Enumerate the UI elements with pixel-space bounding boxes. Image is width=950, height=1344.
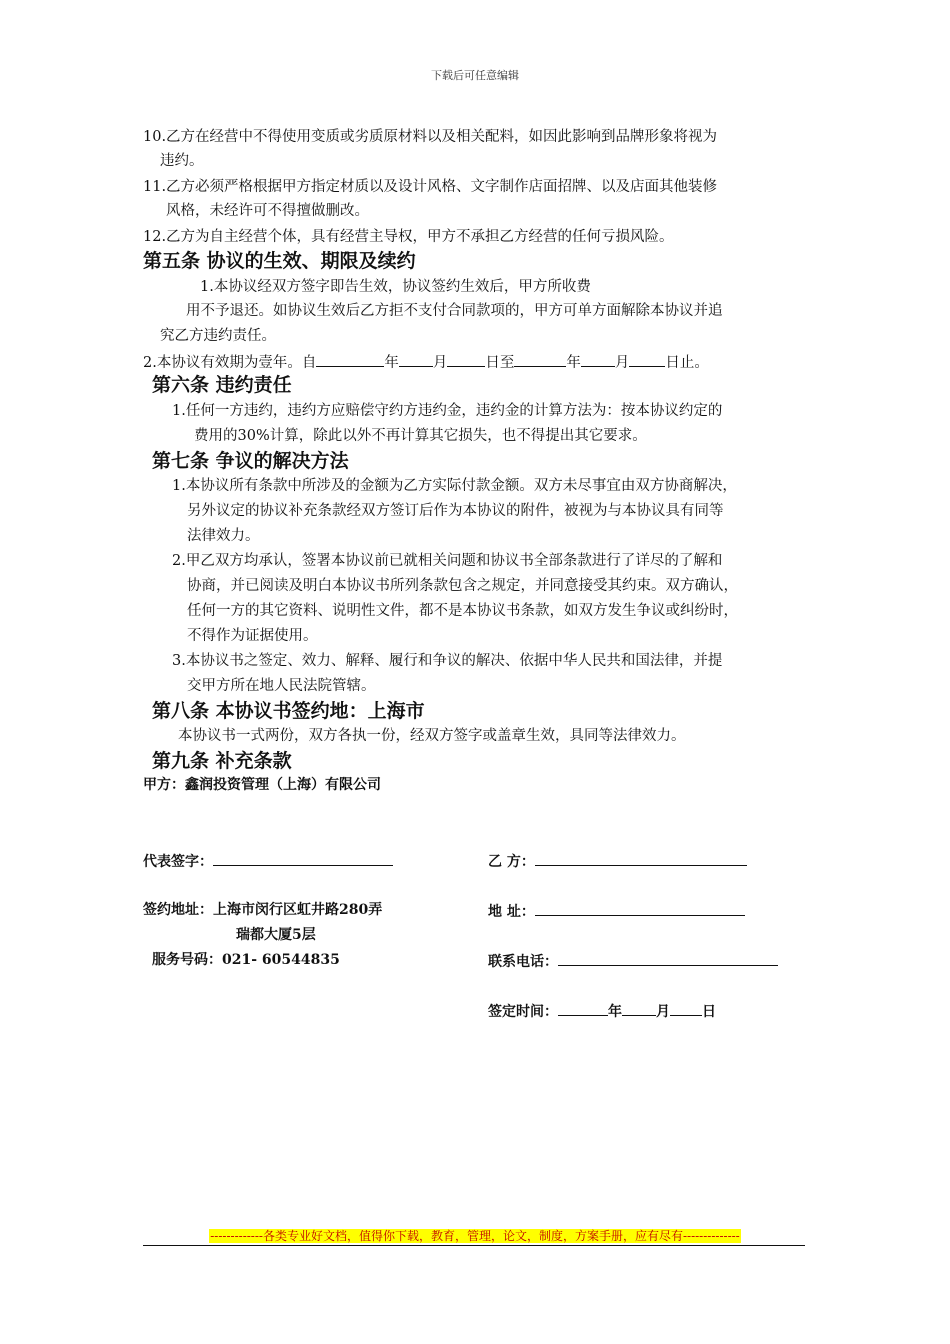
article-8-title: 第八条 本协议书签约地：上海市 xyxy=(152,700,425,722)
article-6-p1-line2: 费用的30%计算，除此以外不再计算其它损失，也不得提出其它要求。 xyxy=(194,428,647,444)
party-b-address-row xyxy=(488,900,745,922)
sign-date-row xyxy=(488,1000,716,1022)
article-7-p2-line2: 协商，并已阅读及明白本协议书所列条款包含之规定，并同意接受其约束。双方确认， xyxy=(187,578,738,594)
article-6-title: 第六条 违约责任 xyxy=(152,374,292,396)
clause-10-line1: 10.乙方在经营中不得使用变质或劣质原材料以及相关配料，如因此影响到品牌形象将视为 xyxy=(143,129,718,145)
blank-end-day xyxy=(629,351,665,367)
party-b-row xyxy=(488,850,747,872)
article-5-p1-line3: 究乙方违约责任。 xyxy=(160,328,276,344)
address-line1: 上海市闵行区虹井路280弄 xyxy=(213,902,383,918)
end-label: 日止。 xyxy=(665,355,709,371)
blank-end-year xyxy=(514,351,566,367)
article-7-p1-line1: 1.本协议所有条款中所涉及的金额为乙方实际付款金额。双方未尽事宜由双方协商解决， xyxy=(172,478,737,494)
date-year-blank xyxy=(558,1000,608,1016)
phone-blank xyxy=(558,950,778,966)
clause-11-line2: 风格，未经许可不得擅做删改。 xyxy=(166,203,369,219)
date-month-label: 月 xyxy=(656,1004,670,1020)
phone-label: 联系电话： xyxy=(488,954,558,970)
page-header: 下载后可任意编辑 xyxy=(431,69,519,82)
clause-11-line1: 11.乙方必须严格根据甲方指定材质以及设计风格、文字制作店面招牌、以及店面其他装修 xyxy=(143,179,718,195)
party-b-blank xyxy=(535,850,747,866)
rep-sign-label: 代表签字： xyxy=(143,854,213,870)
article-7-p1-line2: 另外议定的协议补充条款经双方签订后作为本协议的附件，被视为与本协议具有同等 xyxy=(187,503,724,519)
blank-start-month xyxy=(399,351,433,367)
date-month-blank xyxy=(622,1000,656,1016)
party-a-rep-row xyxy=(143,850,393,872)
service-label: 服务号码： xyxy=(152,952,222,968)
address-line2: 瑞都大厦5层 xyxy=(236,927,316,943)
footer-rule xyxy=(143,1245,805,1246)
rep-sign-blank xyxy=(213,850,393,866)
article-5-p2 xyxy=(143,351,709,373)
article-7-p2-line1: 2.甲乙双方均承认，签署本协议前已就相关问题和协议书全部条款进行了详尽的了解和 xyxy=(172,553,723,569)
blank-start-day xyxy=(447,351,485,367)
party-a-name: 甲方：鑫润投资管理（上海）有限公司 xyxy=(143,777,381,793)
address-label: 签约地址： xyxy=(143,902,213,918)
party-b-phone-row xyxy=(488,950,778,972)
month-label: 月 xyxy=(432,355,448,371)
clause-12: 12.乙方为自主经营个体，具有经营主导权，甲方不承担乙方经营的任何亏损风险。 xyxy=(143,229,674,245)
blank-end-month xyxy=(581,351,615,367)
article-5-title: 第五条 协议的生效、期限及续约 xyxy=(143,250,416,272)
article-7-p3-line1: 3.本协议书之签定、效力、解释、履行和争议的解决、依据中华人民共和国法律，并提 xyxy=(172,653,723,669)
article-5-p2-prefix: 2.本协议有效期为壹年。自 xyxy=(143,355,317,371)
article-5-p1-line1: 1.本协议经双方签字即告生效，协议签约生效后，甲方所收费 xyxy=(200,279,591,295)
month2-label: 月 xyxy=(614,355,630,371)
party-a-service-row xyxy=(152,950,340,970)
party-b-label: 乙 方： xyxy=(488,854,535,870)
date-day-blank xyxy=(670,1000,702,1016)
footer-banner xyxy=(0,1227,950,1244)
day-to-label: 日至 xyxy=(485,355,515,371)
date-label: 签定时间： xyxy=(488,1004,558,1020)
article-5-p1-line2: 用不予退还。如协议生效后乙方拒不支付合同款项的，甲方可单方面解除本协议并追 xyxy=(186,303,723,319)
party-a-address-row xyxy=(143,900,382,920)
party-b-address-label: 地 址： xyxy=(488,904,535,920)
party-b-address-blank xyxy=(535,900,745,916)
article-8-p1: 本协议书一式两份，双方各执一份，经双方签字或盖章生效，具同等法律效力。 xyxy=(178,728,686,744)
article-6-p1-line1: 1.任何一方违约，违约方应赔偿守约方违约金，违约金的计算方法为：按本协议约定的 xyxy=(172,403,723,419)
year2-label: 年 xyxy=(566,355,581,371)
article-7-p1-line3: 法律效力。 xyxy=(187,528,260,544)
year-label: 年 xyxy=(384,355,399,371)
date-year-label: 年 xyxy=(608,1004,622,1020)
article-9-title: 第九条 补充条款 xyxy=(152,750,292,772)
article-7-p3-line2: 交甲方所在地人民法院管辖。 xyxy=(187,678,376,694)
footer-text: -------------各类专业好文档，值得你下载，教育，管理，论文，制度，方案手册，应有尽有-------------- xyxy=(210,1229,740,1243)
article-7-p2-line3: 任何一方的其它资料、说明性文件，都不是本协议书条款，如双方发生争议或纠纷时， xyxy=(187,603,738,619)
article-7-p2-line4: 不得作为证据使用。 xyxy=(187,628,318,644)
blank-start-year xyxy=(316,351,384,367)
service-number: 021- 60544835 xyxy=(222,952,340,968)
clause-10-line2: 违约。 xyxy=(160,153,204,169)
article-7-title: 第七条 争议的解决方法 xyxy=(152,450,349,472)
date-day-label: 日 xyxy=(702,1004,716,1020)
